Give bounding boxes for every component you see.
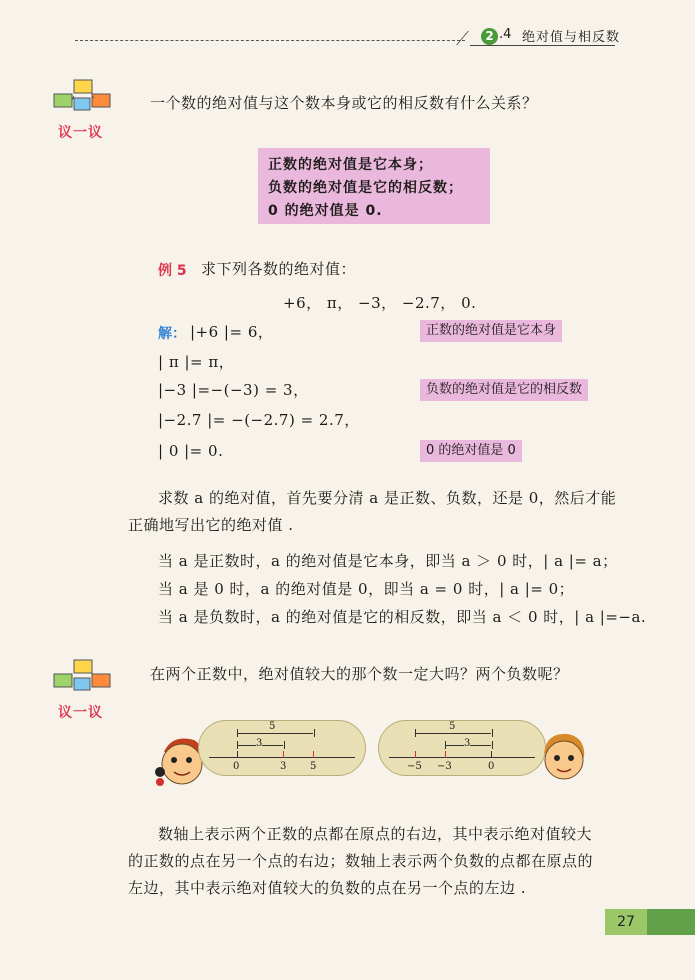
solution-line-1: |+6 |= 6， [190, 323, 274, 341]
solution-line-2: | π |= π， [158, 353, 235, 371]
solution-line-5: | 0 |= 0. [158, 442, 224, 460]
note-negative: 负数的绝对值是它的相反数 [420, 379, 588, 401]
dimension-label-5: 5 [269, 721, 276, 732]
discussion-badge-label: 议一议 [58, 125, 103, 141]
absolute-value-rules-box [258, 148, 490, 224]
tick-5 [313, 751, 314, 758]
dimension-bracket-5 [237, 729, 315, 737]
tick-label: 0 [488, 761, 495, 772]
section-number-suffix: .4 [499, 27, 512, 42]
page-number: 27 [605, 909, 647, 935]
example-prompt: 求下列各数的绝对值： [201, 260, 357, 278]
tick-0 [491, 751, 492, 758]
paragraph-2-line-1: 数轴上表示两个正数的点都在原点的右边，其中表示绝对值较大 [158, 825, 593, 843]
paragraph-2-line-3: 左边，其中表示绝对值较大的负数的点在另一个点的左边 . [128, 879, 527, 897]
discussion-icon [52, 656, 112, 702]
rule-positive: 正数的绝对值是它本身； [268, 157, 433, 173]
solution-line-4: |−2.7 |= −(−2.7) = 2.7， [158, 411, 360, 429]
dimension-label-5: 5 [449, 721, 456, 732]
solution-label: 解： [158, 326, 186, 342]
solution-line-3: |−3 |=−(−3) = 3， [158, 381, 309, 399]
paragraph-1-line-2: 正确地写出它的绝对值 . [128, 516, 294, 534]
note-zero: 0 的绝对值是 0 [420, 440, 522, 462]
discussion-question: 一个数的绝对值与这个数本身或它的相反数有什么关系？ [150, 94, 538, 112]
dimension-label-3: 3 [464, 738, 471, 749]
case-negative: 当 a 是负数时，a 的绝对值是它的相反数，即当 a ＜ 0 时，| a |=−a. [158, 608, 647, 626]
header-solid-rule [470, 45, 615, 46]
tick-label: 0 [233, 761, 240, 772]
tick-label: −3 [437, 761, 452, 772]
case-zero: 当 a 是 0 时，a 的绝对值是 0，即当 a = 0 时，| a |= 0； [158, 580, 575, 598]
section-number-badge: 2 [481, 28, 498, 45]
header-slant-line [456, 31, 483, 45]
header-dashed-rule [75, 40, 465, 41]
cartoon-girl-icon [538, 728, 590, 786]
discussion-icon [52, 76, 112, 122]
discussion-badge-label: 议一议 [58, 705, 103, 721]
example-label: 例 5 [158, 263, 187, 279]
tick-label: 5 [310, 761, 317, 772]
paragraph-1-line-1: 求数 a 的绝对值，首先要分清 a 是正数、负数，还是 0，然后才能 [158, 489, 617, 507]
example-numbers: +6， π， −3， −2.7， 0. [283, 294, 477, 312]
number-line-negative-panel [378, 720, 546, 776]
tick-0 [237, 751, 238, 758]
discussion-question-2: 在两个正数中，绝对值较大的那个数一定大吗？两个负数呢？ [150, 665, 569, 683]
paragraph-2-line-2: 的正数的点在另一个点的右边；数轴上表示两个负数的点都在原点的 [128, 852, 594, 870]
tick-neg5 [415, 751, 416, 758]
number-line-positive-panel [198, 720, 366, 776]
tick-label: −5 [407, 761, 422, 772]
tick-neg3 [445, 751, 446, 758]
rule-negative: 负数的绝对值是它的相反数； [268, 180, 463, 196]
case-positive: 当 a 是正数时，a 的绝对值是它本身，即当 a ＞ 0 时，| a |= a； [158, 552, 618, 570]
dimension-label-3: 3 [256, 738, 263, 749]
tick-3 [283, 751, 284, 758]
number-line-axis [389, 757, 535, 758]
rule-zero: 0 的绝对值是 0. [268, 203, 383, 219]
section-title: 绝对值与相反数 [522, 30, 621, 45]
note-positive: 正数的绝对值是它本身 [420, 320, 562, 342]
tick-label: 3 [280, 761, 287, 772]
number-line-axis [209, 757, 355, 758]
